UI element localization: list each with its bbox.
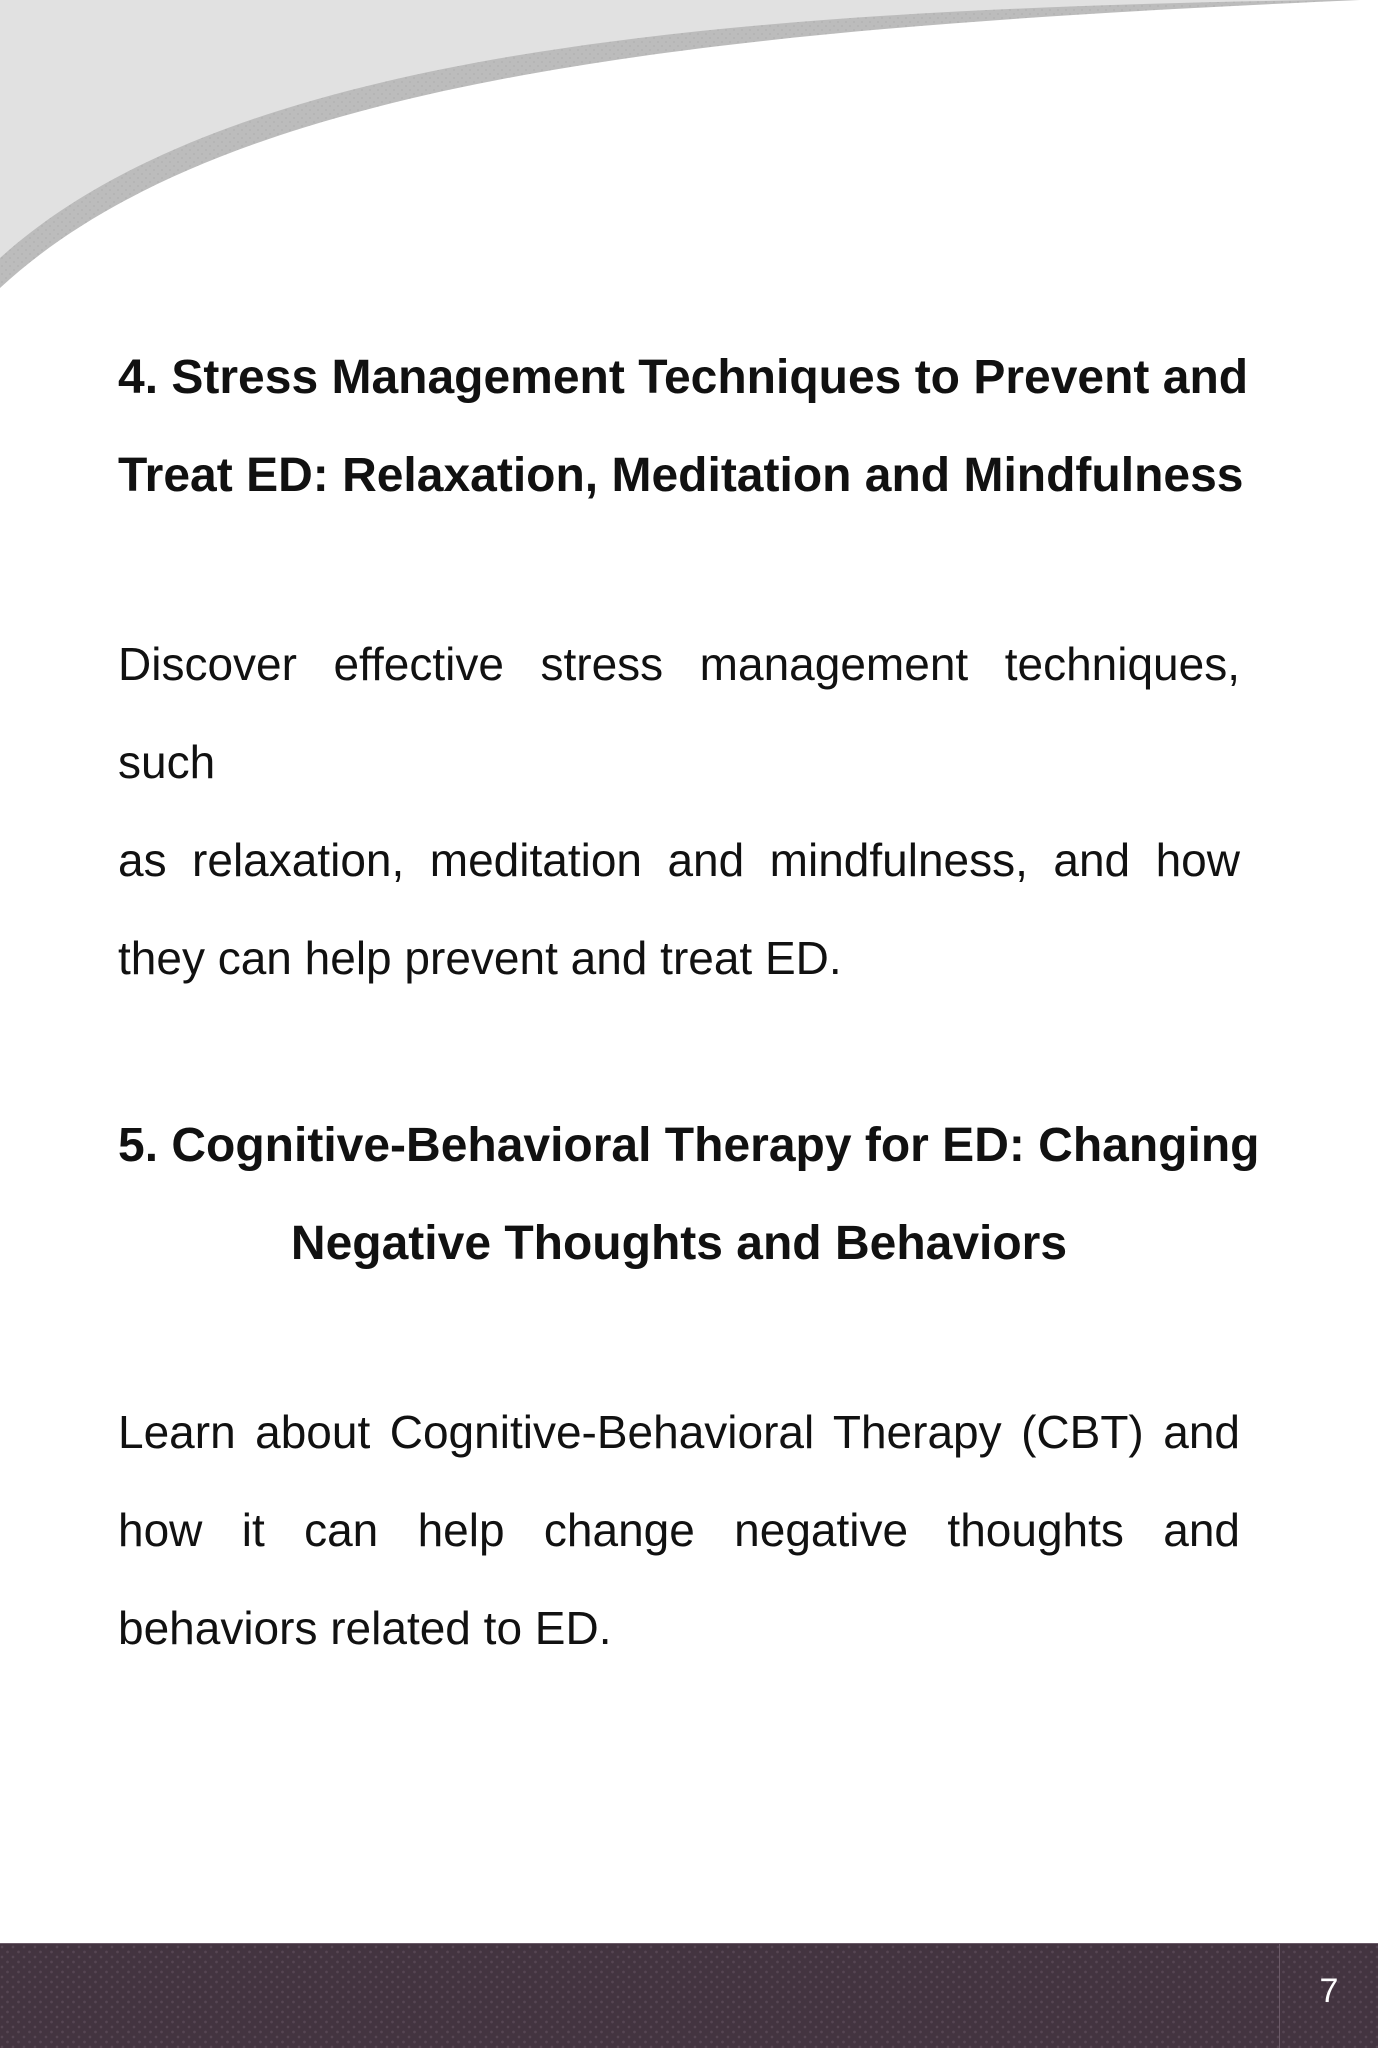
heading-line: 5. Cognitive-Behavioral Therapy for ED: Changing — [118, 1119, 1260, 1172]
body-text-line: Discover effective stress management techniques, such — [118, 638, 1240, 788]
body-text-line: behaviors related to ED. — [118, 1602, 612, 1654]
heading-line: Treat ED: Relaxation, Meditation and Mindfulness — [118, 449, 1244, 502]
header-swoosh-graphic — [0, 0, 1378, 320]
heading-line: Negative Thoughts and Behaviors — [290, 1217, 1068, 1270]
section-4-body — [118, 615, 1240, 1007]
body-text-line: Learn about Cognitive-Behavioral Therapy (CBT) and — [118, 1406, 1240, 1458]
section-4-heading — [118, 329, 1249, 525]
page-number: 7 — [1319, 1971, 1339, 2010]
body-text-line: they can help prevent and treat ED. — [118, 932, 842, 984]
section-5-body — [118, 1383, 1240, 1677]
page-number-cell — [1280, 1944, 1378, 2048]
heading-line: 4. Stress Management Techniques to Prevent and — [118, 351, 1249, 404]
section-5-heading — [118, 1097, 1260, 1293]
footer-bar — [0, 1943, 1378, 2048]
body-text-line: how it can help change negative thoughts and — [118, 1504, 1240, 1556]
page-content — [118, 329, 1260, 1767]
body-text-line: as relaxation, meditation and mindfulness, and how — [118, 834, 1240, 886]
